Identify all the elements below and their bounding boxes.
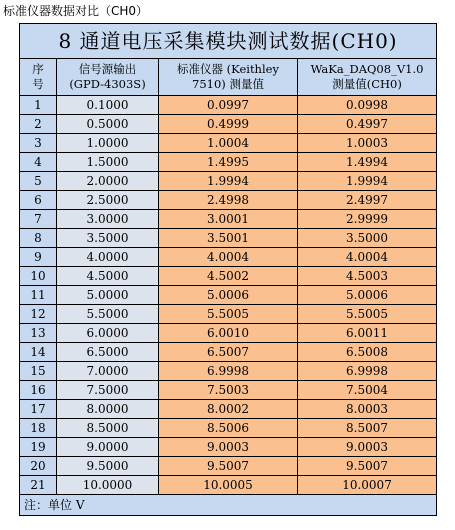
- cell-source: 2.5000: [57, 191, 159, 210]
- table-row: [20, 191, 437, 210]
- table-row: [20, 134, 437, 153]
- cell-dut: 1.0003: [298, 134, 437, 153]
- cell-reference: 5.5005: [159, 305, 298, 324]
- cell-index: 8: [20, 229, 57, 248]
- cell-index: 5: [20, 172, 57, 191]
- figure-caption: 标准仪器数据对比（CH0）: [3, 4, 149, 18]
- cell-reference: 1.4995: [159, 153, 298, 172]
- cell-source: 10.0000: [57, 476, 159, 495]
- cell-index: 20: [20, 457, 57, 476]
- cell-index: 9: [20, 248, 57, 267]
- cell-index: 7: [20, 210, 57, 229]
- table-note: 注：单位 V: [20, 495, 437, 516]
- cell-dut: 8.5007: [298, 419, 437, 438]
- table-title: 8 通道电压采集模块测试数据(CH0): [20, 24, 437, 59]
- data-table: [19, 23, 437, 516]
- cell-source: 7.0000: [57, 362, 159, 381]
- cell-source: 8.5000: [57, 419, 159, 438]
- table-row: [20, 96, 437, 115]
- cell-source: 3.0000: [57, 210, 159, 229]
- cell-source: 6.0000: [57, 324, 159, 343]
- cell-dut: 5.5005: [298, 305, 437, 324]
- table-row: [20, 229, 437, 248]
- cell-dut: 7.5004: [298, 381, 437, 400]
- cell-reference: 0.0997: [159, 96, 298, 115]
- table-row: [20, 286, 437, 305]
- table-row: [20, 362, 437, 381]
- table-row: [20, 172, 437, 191]
- table-row: [20, 476, 437, 495]
- cell-index: 14: [20, 343, 57, 362]
- cell-dut: 9.5007: [298, 457, 437, 476]
- cell-source: 0.5000: [57, 115, 159, 134]
- cell-index: 13: [20, 324, 57, 343]
- table-row: [20, 457, 437, 476]
- cell-source: 7.5000: [57, 381, 159, 400]
- cell-source: 0.1000: [57, 96, 159, 115]
- cell-dut: 5.0006: [298, 286, 437, 305]
- cell-index: 6: [20, 191, 57, 210]
- cell-source: 5.0000: [57, 286, 159, 305]
- cell-reference: 1.9994: [159, 172, 298, 191]
- cell-source: 4.5000: [57, 267, 159, 286]
- cell-dut: 1.4994: [298, 153, 437, 172]
- cell-reference: 1.0004: [159, 134, 298, 153]
- cell-reference: 8.5006: [159, 419, 298, 438]
- cell-index: 11: [20, 286, 57, 305]
- cell-source: 5.5000: [57, 305, 159, 324]
- table-body: [20, 96, 437, 495]
- cell-index: 12: [20, 305, 57, 324]
- cell-source: 3.5000: [57, 229, 159, 248]
- table-row: [20, 419, 437, 438]
- cell-source: 8.0000: [57, 400, 159, 419]
- cell-index: 4: [20, 153, 57, 172]
- table-row: [20, 305, 437, 324]
- table-row: [20, 115, 437, 134]
- table-row: [20, 210, 437, 229]
- column-header-row: [20, 59, 437, 96]
- cell-reference: 6.5007: [159, 343, 298, 362]
- cell-reference: 6.9998: [159, 362, 298, 381]
- table-row: [20, 267, 437, 286]
- cell-dut: 10.0007: [298, 476, 437, 495]
- cell-index: 17: [20, 400, 57, 419]
- table-row: [20, 343, 437, 362]
- table-row: [20, 400, 437, 419]
- cell-reference: 0.4999: [159, 115, 298, 134]
- cell-reference: 2.4998: [159, 191, 298, 210]
- table-row: [20, 248, 437, 267]
- cell-dut: 0.4997: [298, 115, 437, 134]
- cell-source: 9.0000: [57, 438, 159, 457]
- header-dut-measurement: WaKa_DAQ08_V1.0 测量值(CH0): [298, 59, 437, 96]
- table-row: [20, 381, 437, 400]
- cell-source: 4.0000: [57, 248, 159, 267]
- header-reference-measurement: 标准仪器 (Keithley 7510) 测量值: [159, 59, 298, 96]
- cell-source: 9.5000: [57, 457, 159, 476]
- cell-dut: 6.9998: [298, 362, 437, 381]
- cell-dut: 2.9999: [298, 210, 437, 229]
- cell-source: 1.0000: [57, 134, 159, 153]
- cell-reference: 9.0003: [159, 438, 298, 457]
- cell-dut: 8.0003: [298, 400, 437, 419]
- cell-dut: 4.5003: [298, 267, 437, 286]
- cell-dut: 6.0011: [298, 324, 437, 343]
- header-index: 序 号: [20, 59, 57, 96]
- cell-reference: 10.0005: [159, 476, 298, 495]
- cell-reference: 6.0010: [159, 324, 298, 343]
- cell-reference: 7.5003: [159, 381, 298, 400]
- cell-reference: 3.5001: [159, 229, 298, 248]
- cell-index: 15: [20, 362, 57, 381]
- cell-index: 10: [20, 267, 57, 286]
- table-row: [20, 153, 437, 172]
- cell-index: 16: [20, 381, 57, 400]
- cell-dut: 4.0004: [298, 248, 437, 267]
- cell-reference: 4.0004: [159, 248, 298, 267]
- cell-source: 6.5000: [57, 343, 159, 362]
- header-source-output: 信号源输出 (GPD-4303S): [57, 59, 159, 96]
- cell-index: 2: [20, 115, 57, 134]
- table-row: [20, 324, 437, 343]
- cell-dut: 2.4997: [298, 191, 437, 210]
- cell-source: 2.0000: [57, 172, 159, 191]
- cell-dut: 0.0998: [298, 96, 437, 115]
- cell-index: 21: [20, 476, 57, 495]
- cell-dut: 9.0003: [298, 438, 437, 457]
- cell-reference: 4.5002: [159, 267, 298, 286]
- cell-dut: 3.5000: [298, 229, 437, 248]
- cell-source: 1.5000: [57, 153, 159, 172]
- cell-reference: 3.0001: [159, 210, 298, 229]
- cell-dut: 1.9994: [298, 172, 437, 191]
- cell-reference: 9.5007: [159, 457, 298, 476]
- cell-index: 1: [20, 96, 57, 115]
- cell-reference: 8.0002: [159, 400, 298, 419]
- cell-index: 3: [20, 134, 57, 153]
- cell-index: 18: [20, 419, 57, 438]
- cell-reference: 5.0006: [159, 286, 298, 305]
- cell-index: 19: [20, 438, 57, 457]
- cell-dut: 6.5008: [298, 343, 437, 362]
- table-row: [20, 438, 437, 457]
